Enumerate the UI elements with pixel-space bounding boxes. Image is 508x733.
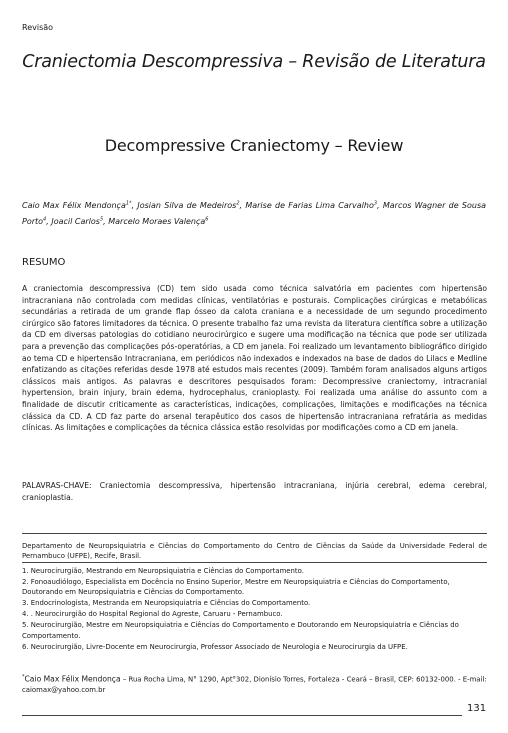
author-3: Marise de Farias Lima Carvalho$^3$,	[245, 200, 383, 210]
department-affiliation: Departamento de Neuropsiquiatria e Ciências do Comportamento do Centro de Ciências da Saúde da Universidade Federal de Pernambuco (UFPE), Recife, Brasil.	[22, 542, 487, 561]
keywords-text: Craniectomia descompressiva, hipertensão intracraniana, injúria cerebral, edema cerebral, cranioplastia.	[22, 481, 487, 502]
author-note: 1. Neurocirurgião, Mestrando em Neuropsiquiatria e Ciências do Comportamento.	[22, 567, 304, 575]
author-6: Marcelo Moraes Valença$^6$	[108, 216, 209, 227]
page-number: 131	[467, 703, 487, 714]
footnote-divider-middle	[22, 562, 487, 563]
author-note: 6. Neurocirurgião, Livre-Docente em Neurocirurgia, Professor Associado de Neurologia e Neurocirurgia da UFPE.	[22, 642, 408, 651]
keywords	[22, 480, 487, 503]
author-1: Caio Max Félix Mendonça$^{1*}$,	[22, 200, 138, 210]
author-note: 4. . Neurocirurgião do Hospital Regional do Agreste, Caruaru - Pernambuco.	[22, 610, 283, 619]
page-footer-rule	[22, 715, 462, 716]
section-label: Revisão	[22, 23, 54, 32]
author-2: Josian Silva de Medeiros$^2$,	[137, 200, 246, 210]
correspondence: *Caio Max Félix Mendonça – Rua Rocha Lima, N° 1290, Apt°302, Dionísio Torres, Fortaleza - Ceará – Brasil, CEP: 60132-000. - E-mail: caiomax@yahoo.com.br	[22, 674, 487, 694]
correspondence-name: Caio Max Félix Mendonça	[24, 674, 121, 684]
correspondence-address: – Rua Rocha Lima, N° 1290, Apt°302, Dionísio Torres, Fortaleza - Ceará – Brasil, CEP: 60132-000. - E-mail: caiomax@yahoo.com.br	[22, 675, 487, 694]
title-english: Decompressive Craniectomy – Review	[104, 136, 404, 155]
abstract-heading: RESUMO	[22, 257, 66, 268]
keywords-label: PALAVRAS-CHAVE:	[22, 481, 92, 490]
author-note: 2. Fonoaudiólogo, Especialista em Docência no Ensino Superior, Mestre em Neuropsiquiatria e Ciências do Comportamento, Doutorando em Neuropsiquiatria e Ciências do Comportamento.	[22, 578, 450, 597]
abstract-body: A craniectomia descompressiva (CD) tem sido usada como técnica salvatória em pacientes com hipertensão intracraniana não controlada com medidas clínicas, ventilatórias e posturais. Complicações cirúrgicas e metabólicas secundárias a retirada de um grande flap ósseo da calota craniana e a necessidade de um segundo procedimento cirúrgico são fatores limitadores da técnica. O presente trabalho faz uma revista da literatura científica sobre a utilização da CD em diversas patologias do cotidiano neurocirúrgico e sugere uma modificação na técnica que pode ser utilizada para a prevenção das complicações pós-operatórias, a CD em janela. Foi realizado um levantamento bibliográfico dirigido ao tema CD e hipertensão Intracraniana, em periódicos não indexados e indexados na base de dados do Lilacs e Medline enfatizando as citações referidas desde 1978 até estudos mais recentes (2009). Também foram analisados alguns artigos clássicos mais antigos. As palavras e descritores pesquisados foram: Decompressive craniectomy, intracranial hypertension, brain injury, brain edema, hydrocephalus, cranioplasty. Foi realizada uma análise do assunto com a finalidade de discutir criticamente as características, indicações, complicações, limitações e modificações na técnica clássica da CD. A CD faz parte do arsenal terapêutico dos casos de hipertensão intracraniana refratária as medidas clínicas. As limitações e complicações da técnica clássica estão resolvidas por modificações como a CD em janela.	[22, 284, 487, 433]
author-5: Joacil Carlos$^5$,	[51, 216, 109, 227]
title-portuguese: Craniectomia Descompressiva – Revisão de Literatura	[22, 52, 486, 72]
author-note: 5. Neurocirurgião, Mestre em Neuropsiquiatria e Ciências do Comportamento e Doutorando em Neuropsiquiatria e Ciências do Comportamento.	[22, 621, 459, 640]
author-notes	[22, 566, 487, 653]
author-list	[22, 196, 486, 229]
footnote-divider-top	[22, 533, 487, 534]
author-4: Marcos Wagner de Sousa Porto$^4$,	[22, 200, 487, 227]
author-note: 3. Endocrinologista, Mestranda em Neuropsiquiatria e Ciências do Comportamento.	[22, 599, 311, 608]
